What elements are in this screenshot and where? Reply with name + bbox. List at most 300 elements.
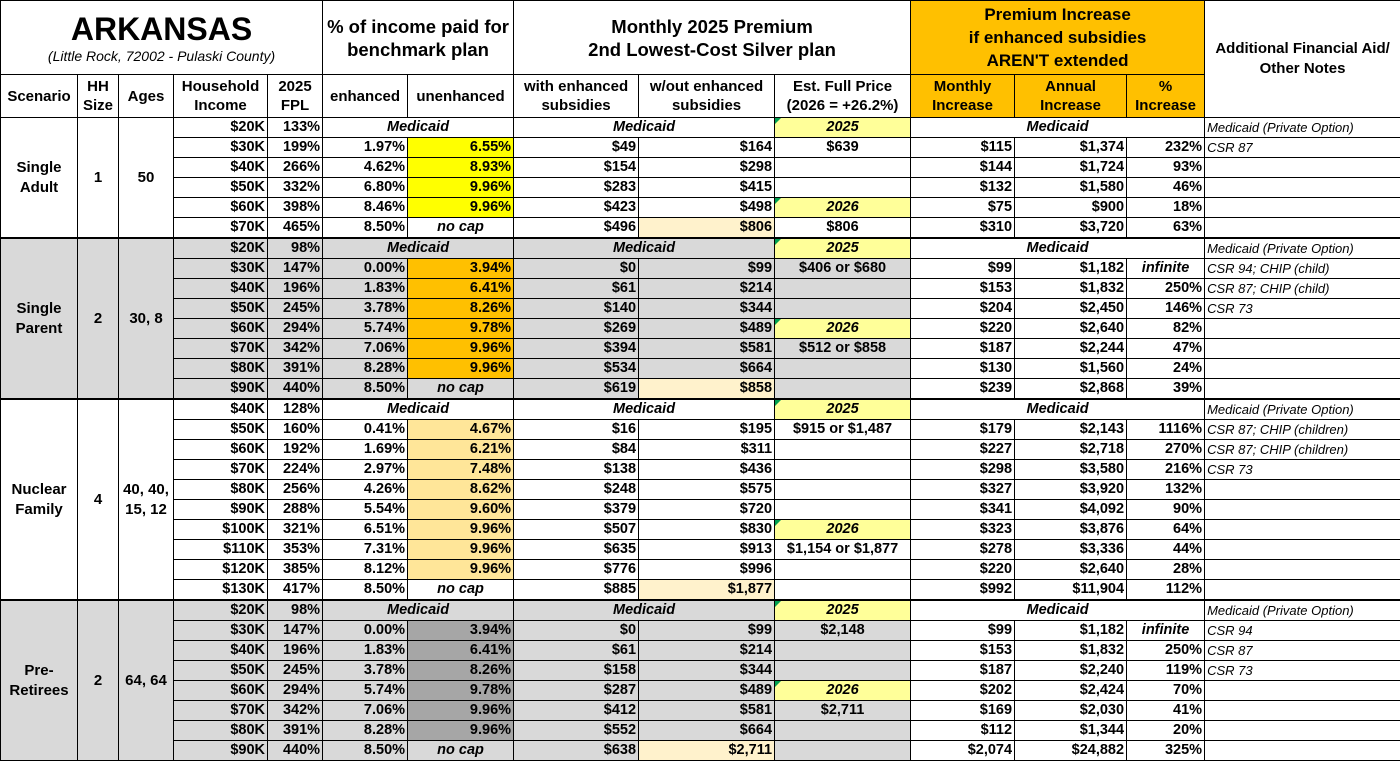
pct-enhanced: 7.31%	[323, 540, 408, 560]
pct-increase: 216%	[1127, 460, 1205, 480]
full-price: $406 or $680	[775, 259, 911, 279]
premium-with-enhanced: $638	[514, 741, 639, 761]
household-income: $60K	[174, 198, 268, 218]
pct-enhanced: 5.74%	[323, 681, 408, 701]
hh-size: 4	[78, 399, 119, 600]
household-income: $30K	[174, 621, 268, 641]
monthly-premium-subtitle: 2nd Lowest-Cost Silver plan	[588, 38, 836, 60]
household-income: $60K	[174, 681, 268, 701]
fpl-percent: 465%	[268, 218, 323, 239]
pct-unenhanced: 6.41%	[408, 279, 514, 299]
table-row	[1, 661, 1400, 681]
table-row	[1, 480, 1400, 500]
pct-enhanced: 5.54%	[323, 500, 408, 520]
pct-increase: 64%	[1127, 520, 1205, 540]
fpl-percent: 391%	[268, 359, 323, 379]
premium-medicaid: Medicaid	[514, 238, 775, 259]
fpl-percent: 294%	[268, 681, 323, 701]
household-income: $40K	[174, 158, 268, 178]
monthly-increase: $202	[911, 681, 1015, 701]
household-income: $90K	[174, 741, 268, 761]
increase-medicaid: Medicaid	[911, 600, 1205, 621]
notes: CSR 94	[1205, 621, 1400, 641]
increase-medicaid: Medicaid	[911, 238, 1205, 259]
fpl-percent: 256%	[268, 480, 323, 500]
premium-with-enhanced: $16	[514, 420, 639, 440]
monthly-increase: $2,074	[911, 741, 1015, 761]
fpl-percent: 385%	[268, 560, 323, 580]
fpl-percent: 288%	[268, 500, 323, 520]
notes	[1205, 560, 1400, 580]
pct-unenhanced: 9.96%	[408, 721, 514, 741]
fpl-percent: 321%	[268, 520, 323, 540]
fpl-percent: 133%	[268, 118, 323, 138]
monthly-increase: $239	[911, 379, 1015, 400]
annual-increase: $2,143	[1015, 420, 1127, 440]
fpl-percent: 245%	[268, 299, 323, 319]
increase-medicaid: Medicaid	[911, 399, 1205, 420]
notes	[1205, 198, 1400, 218]
increase-condition: if enhanced subsidies	[968, 28, 1147, 47]
notes	[1205, 681, 1400, 701]
premium-with-enhanced: $379	[514, 500, 639, 520]
annual-increase: $11,904	[1015, 580, 1127, 601]
notes	[1205, 480, 1400, 500]
pct-enhanced: 8.50%	[323, 741, 408, 761]
pct-unenhanced: 8.26%	[408, 661, 514, 681]
pct-enhanced: 7.06%	[323, 339, 408, 359]
pct-unenhanced: 8.26%	[408, 299, 514, 319]
household-income: $90K	[174, 379, 268, 400]
table-row	[1, 420, 1400, 440]
pct-increase: 47%	[1127, 339, 1205, 359]
pct-enhanced: 8.28%	[323, 721, 408, 741]
pct-increase: 82%	[1127, 319, 1205, 339]
pct-enhanced: 8.50%	[323, 218, 408, 239]
pct-enhanced: 6.80%	[323, 178, 408, 198]
full-price	[775, 721, 911, 741]
premium-without-enhanced: $806	[639, 218, 775, 239]
pct-increase: 232%	[1127, 138, 1205, 158]
premium-with-enhanced: $61	[514, 641, 639, 661]
fpl-percent: 245%	[268, 661, 323, 681]
full-price: 2025	[775, 399, 911, 420]
table-row	[1, 701, 1400, 721]
household-income: $100K	[174, 520, 268, 540]
notes	[1205, 319, 1400, 339]
premium-without-enhanced: $913	[639, 540, 775, 560]
premium-medicaid: Medicaid	[514, 118, 775, 138]
ages: 40, 40, 15, 12	[119, 399, 174, 600]
notes	[1205, 741, 1400, 761]
fpl-percent: 353%	[268, 540, 323, 560]
col-full-price: Est. Full Price (2026 = +26.2%)	[775, 75, 911, 118]
state-location: (Little Rock, 72002 - Pulaski County)	[47, 47, 276, 64]
pct-increase: 20%	[1127, 721, 1205, 741]
pct-increase: 146%	[1127, 299, 1205, 319]
monthly-increase: $310	[911, 218, 1015, 239]
premium-without-enhanced: $720	[639, 500, 775, 520]
full-price: 2026	[775, 520, 911, 540]
premium-with-enhanced: $283	[514, 178, 639, 198]
premium-without-enhanced: $164	[639, 138, 775, 158]
annual-increase: $2,868	[1015, 379, 1127, 400]
table-row	[1, 118, 1400, 138]
pct-enhanced: 3.78%	[323, 661, 408, 681]
premium-with-enhanced: $154	[514, 158, 639, 178]
pct-unenhanced: 9.78%	[408, 319, 514, 339]
premium-with-enhanced: $49	[514, 138, 639, 158]
pct-unenhanced: 9.96%	[408, 198, 514, 218]
premium-with-enhanced: $412	[514, 701, 639, 721]
pct-increase: 24%	[1127, 359, 1205, 379]
full-price: $512 or $858	[775, 339, 911, 359]
monthly-increase: $112	[911, 721, 1015, 741]
pct-enhanced: 2.97%	[323, 460, 408, 480]
household-income: $50K	[174, 661, 268, 681]
notes	[1205, 339, 1400, 359]
fpl-percent: 342%	[268, 701, 323, 721]
annual-increase: $2,244	[1015, 339, 1127, 359]
fpl-percent: 147%	[268, 259, 323, 279]
household-income: $80K	[174, 721, 268, 741]
full-price	[775, 480, 911, 500]
fpl-percent: 98%	[268, 600, 323, 621]
premium-without-enhanced: $2,711	[639, 741, 775, 761]
monthly-increase: $341	[911, 500, 1015, 520]
monthly-increase: $99	[911, 259, 1015, 279]
table-row	[1, 681, 1400, 701]
household-income: $50K	[174, 420, 268, 440]
premium-with-enhanced: $776	[514, 560, 639, 580]
premium-without-enhanced: $858	[639, 379, 775, 400]
premium-without-enhanced: $581	[639, 339, 775, 359]
ages: 64, 64	[119, 600, 174, 761]
fpl-percent: 147%	[268, 621, 323, 641]
notes: CSR 87	[1205, 641, 1400, 661]
premium-without-enhanced: $99	[639, 259, 775, 279]
increase-header	[911, 1, 1205, 75]
col-pct-increase: % Increase	[1127, 75, 1205, 118]
pct-income-medicaid: Medicaid	[323, 118, 514, 138]
full-price: $806	[775, 218, 911, 239]
pct-unenhanced: 6.21%	[408, 440, 514, 460]
hh-size: 1	[78, 118, 119, 239]
notes	[1205, 540, 1400, 560]
pct-enhanced: 5.74%	[323, 319, 408, 339]
pct-increase: 63%	[1127, 218, 1205, 239]
scenario-label: Pre-Retirees	[1, 600, 78, 761]
monthly-increase: $179	[911, 420, 1015, 440]
household-income: $120K	[174, 560, 268, 580]
premium-without-enhanced: $214	[639, 641, 775, 661]
household-income: $50K	[174, 299, 268, 319]
monthly-increase: $130	[911, 359, 1015, 379]
full-price	[775, 158, 911, 178]
pct-enhanced: 4.62%	[323, 158, 408, 178]
full-price	[775, 460, 911, 480]
annual-increase: $4,092	[1015, 500, 1127, 520]
pct-unenhanced: 9.60%	[408, 500, 514, 520]
premium-without-enhanced: $436	[639, 460, 775, 480]
premium-with-enhanced: $552	[514, 721, 639, 741]
pct-increase: 1116%	[1127, 420, 1205, 440]
pct-enhanced: 0.00%	[323, 259, 408, 279]
pct-enhanced: 6.51%	[323, 520, 408, 540]
monthly-increase: $220	[911, 560, 1015, 580]
col-without-enhanced: w/out enhanced subsidies	[639, 75, 775, 118]
pct-increase: 39%	[1127, 379, 1205, 400]
full-price	[775, 560, 911, 580]
pct-unenhanced: 9.96%	[408, 520, 514, 540]
fpl-percent: 160%	[268, 420, 323, 440]
household-income: $40K	[174, 641, 268, 661]
col-hh-size: HH Size	[78, 75, 119, 118]
pct-enhanced: 7.06%	[323, 701, 408, 721]
table-row	[1, 500, 1400, 520]
annual-increase: $2,030	[1015, 701, 1127, 721]
scenario-label: Single Adult	[1, 118, 78, 239]
premium-without-enhanced: $311	[639, 440, 775, 460]
notes: CSR 87; CHIP (children)	[1205, 440, 1400, 460]
household-income: $70K	[174, 218, 268, 239]
premium-with-enhanced: $635	[514, 540, 639, 560]
pct-increase: 46%	[1127, 178, 1205, 198]
premium-without-enhanced: $575	[639, 480, 775, 500]
fpl-percent: 332%	[268, 178, 323, 198]
table-row	[1, 721, 1400, 741]
notes	[1205, 218, 1400, 239]
table-row	[1, 580, 1400, 601]
pct-unenhanced: 9.96%	[408, 701, 514, 721]
annual-increase: $3,580	[1015, 460, 1127, 480]
fpl-percent: 391%	[268, 721, 323, 741]
scenario-label: Single Parent	[1, 238, 78, 399]
table-row	[1, 440, 1400, 460]
premium-medicaid: Medicaid	[514, 399, 775, 420]
premium-without-enhanced: $581	[639, 701, 775, 721]
notes: CSR 73	[1205, 460, 1400, 480]
table-row	[1, 198, 1400, 218]
monthly-increase: $298	[911, 460, 1015, 480]
pct-unenhanced: 3.94%	[408, 621, 514, 641]
pct-increase: infinite	[1127, 259, 1205, 279]
monthly-premium-header	[514, 1, 911, 75]
full-price	[775, 641, 911, 661]
col-monthly-increase: Monthly Increase	[911, 75, 1015, 118]
fpl-percent: 224%	[268, 460, 323, 480]
household-income: $90K	[174, 500, 268, 520]
pct-enhanced: 1.83%	[323, 641, 408, 661]
premium-with-enhanced: $534	[514, 359, 639, 379]
table-row	[1, 399, 1400, 420]
pct-increase: 70%	[1127, 681, 1205, 701]
monthly-increase: $115	[911, 138, 1015, 158]
increase-qualifier: AREN'T extended	[986, 51, 1129, 70]
premium-without-enhanced: $664	[639, 721, 775, 741]
pct-unenhanced: no cap	[408, 379, 514, 400]
pct-unenhanced: 7.48%	[408, 460, 514, 480]
annual-increase: $2,240	[1015, 661, 1127, 681]
col-scenario: Scenario	[1, 75, 78, 118]
notes: CSR 87	[1205, 138, 1400, 158]
premium-with-enhanced: $248	[514, 480, 639, 500]
pct-income-header: % of income paid for benchmark plan	[323, 1, 514, 75]
premium-without-enhanced: $664	[639, 359, 775, 379]
premium-medicaid: Medicaid	[514, 600, 775, 621]
full-price	[775, 279, 911, 299]
table-row	[1, 641, 1400, 661]
pct-enhanced: 0.00%	[323, 621, 408, 641]
monthly-increase: $144	[911, 158, 1015, 178]
premium-with-enhanced: $269	[514, 319, 639, 339]
pct-increase: 90%	[1127, 500, 1205, 520]
premium-with-enhanced: $507	[514, 520, 639, 540]
full-price	[775, 440, 911, 460]
pct-enhanced: 8.12%	[323, 560, 408, 580]
household-income: $70K	[174, 701, 268, 721]
premium-with-enhanced: $61	[514, 279, 639, 299]
pct-enhanced: 0.41%	[323, 420, 408, 440]
fpl-percent: 199%	[268, 138, 323, 158]
pct-increase: 18%	[1127, 198, 1205, 218]
premium-without-enhanced: $195	[639, 420, 775, 440]
table-row	[1, 158, 1400, 178]
household-income: $130K	[174, 580, 268, 601]
pct-enhanced: 8.50%	[323, 580, 408, 601]
annual-increase: $2,640	[1015, 319, 1127, 339]
household-income: $80K	[174, 359, 268, 379]
premium-without-enhanced: $489	[639, 319, 775, 339]
premium-with-enhanced: $158	[514, 661, 639, 681]
col-with-enhanced: with enhanced subsidies	[514, 75, 639, 118]
state-title-cell	[1, 1, 323, 75]
notes: CSR 94; CHIP (child)	[1205, 259, 1400, 279]
full-price: 2026	[775, 319, 911, 339]
fpl-percent: 266%	[268, 158, 323, 178]
pct-increase: 93%	[1127, 158, 1205, 178]
full-price	[775, 580, 911, 601]
pct-enhanced: 3.78%	[323, 299, 408, 319]
fpl-percent: 440%	[268, 741, 323, 761]
fpl-percent: 342%	[268, 339, 323, 359]
monthly-increase: $187	[911, 339, 1015, 359]
notes: Medicaid (Private Option)	[1205, 600, 1400, 621]
full-price: 2025	[775, 238, 911, 259]
annual-increase: $1,344	[1015, 721, 1127, 741]
premium-with-enhanced: $138	[514, 460, 639, 480]
notes: CSR 73	[1205, 299, 1400, 319]
full-price: $915 or $1,487	[775, 420, 911, 440]
monthly-increase: $153	[911, 641, 1015, 661]
monthly-increase: $187	[911, 661, 1015, 681]
hh-size: 2	[78, 238, 119, 399]
col-unenhanced: unenhanced	[408, 75, 514, 118]
monthly-increase: $132	[911, 178, 1015, 198]
fpl-percent: 440%	[268, 379, 323, 400]
fpl-percent: 128%	[268, 399, 323, 420]
notes	[1205, 158, 1400, 178]
fpl-percent: 192%	[268, 440, 323, 460]
notes	[1205, 701, 1400, 721]
notes: CSR 73	[1205, 661, 1400, 681]
full-price	[775, 379, 911, 400]
monthly-increase: $220	[911, 319, 1015, 339]
pct-enhanced: 8.50%	[323, 379, 408, 400]
full-price	[775, 500, 911, 520]
pct-unenhanced: 9.96%	[408, 540, 514, 560]
table-row	[1, 299, 1400, 319]
pct-increase: 41%	[1127, 701, 1205, 721]
col-annual-increase: Annual Increase	[1015, 75, 1127, 118]
premium-without-enhanced: $99	[639, 621, 775, 641]
annual-increase: $900	[1015, 198, 1127, 218]
household-income: $60K	[174, 319, 268, 339]
pct-enhanced: 1.83%	[323, 279, 408, 299]
pct-unenhanced: 9.96%	[408, 359, 514, 379]
table-row	[1, 178, 1400, 198]
premium-with-enhanced: $0	[514, 621, 639, 641]
ages: 30, 8	[119, 238, 174, 399]
notes: CSR 87; CHIP (child)	[1205, 279, 1400, 299]
household-income: $50K	[174, 178, 268, 198]
pct-increase: 44%	[1127, 540, 1205, 560]
notes	[1205, 520, 1400, 540]
premium-without-enhanced: $415	[639, 178, 775, 198]
pct-enhanced: 4.26%	[323, 480, 408, 500]
pct-increase: infinite	[1127, 621, 1205, 641]
monthly-increase: $75	[911, 198, 1015, 218]
pct-increase: 112%	[1127, 580, 1205, 601]
monthly-increase: $99	[911, 621, 1015, 641]
pct-enhanced: 1.69%	[323, 440, 408, 460]
pct-unenhanced: 4.67%	[408, 420, 514, 440]
premium-with-enhanced: $0	[514, 259, 639, 279]
annual-increase: $2,450	[1015, 299, 1127, 319]
annual-increase: $1,374	[1015, 138, 1127, 158]
full-price	[775, 359, 911, 379]
notes	[1205, 580, 1400, 601]
fpl-percent: 398%	[268, 198, 323, 218]
monthly-increase: $323	[911, 520, 1015, 540]
household-income: $30K	[174, 138, 268, 158]
household-income: $20K	[174, 118, 268, 138]
premium-without-enhanced: $830	[639, 520, 775, 540]
premium-without-enhanced: $498	[639, 198, 775, 218]
col-household-income: Household Income	[174, 75, 268, 118]
household-income: $40K	[174, 279, 268, 299]
pct-enhanced: 1.97%	[323, 138, 408, 158]
full-price	[775, 299, 911, 319]
table-body	[1, 118, 1400, 761]
premium-without-enhanced: $489	[639, 681, 775, 701]
notes	[1205, 178, 1400, 198]
fpl-percent: 196%	[268, 279, 323, 299]
notes: Medicaid (Private Option)	[1205, 399, 1400, 420]
table-row	[1, 460, 1400, 480]
monthly-premium-title: Monthly 2025 Premium	[611, 15, 813, 37]
fpl-percent: 417%	[268, 580, 323, 601]
scenario-label: Nuclear Family	[1, 399, 78, 600]
pct-increase: 270%	[1127, 440, 1205, 460]
col-fpl: 2025 FPL	[268, 75, 323, 118]
household-income: $30K	[174, 259, 268, 279]
table-row	[1, 560, 1400, 580]
premium-without-enhanced: $1,877	[639, 580, 775, 601]
annual-increase: $1,832	[1015, 641, 1127, 661]
household-income: $70K	[174, 339, 268, 359]
pct-unenhanced: 8.93%	[408, 158, 514, 178]
